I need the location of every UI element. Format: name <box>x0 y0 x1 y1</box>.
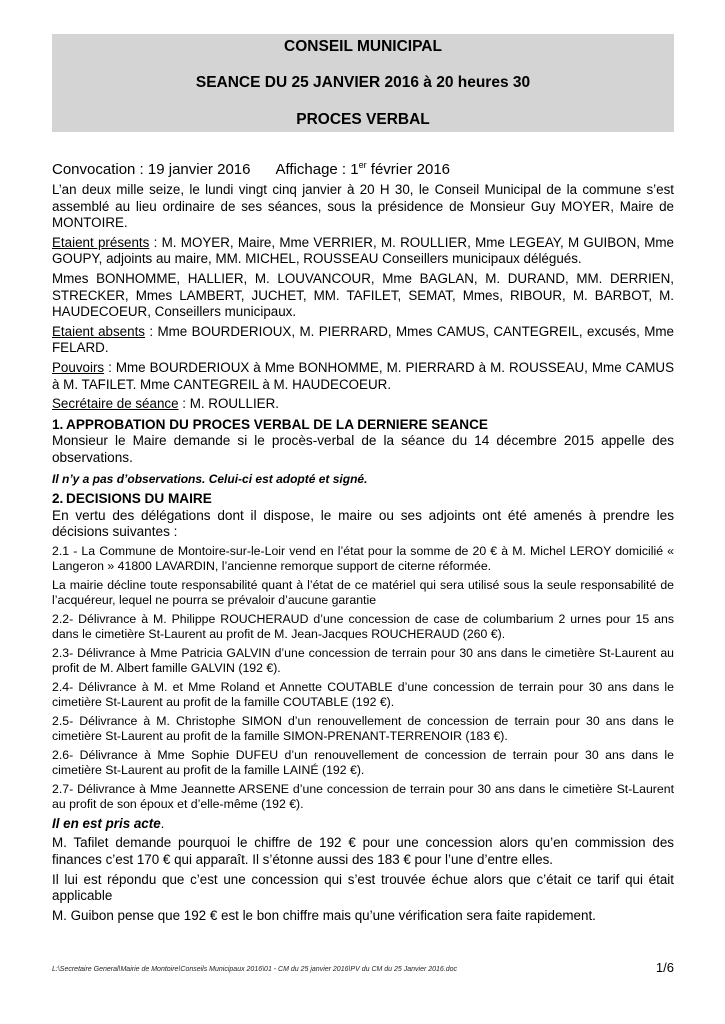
absents-paragraph: Etaient absents : Mme BOURDERIOUX, M. PIERRARD, Mmes CAMUS, CANTEGREIL, excusés, Mme FELARD. <box>52 323 674 356</box>
title-session: SEANCE DU 25 JANVIER 2016 à 20 heures 30 <box>195 74 531 91</box>
pouvoirs-paragraph: Pouvoirs : Mme BOURDERIOUX à Mme BONHOMME, M. PIERRARD à M. ROUSSEAU, Mme CAMUS à M. TAFILET. Mme CANTEGREIL à M. HAUDECOEUR. <box>52 359 674 392</box>
document-body <box>52 156 674 927</box>
discussion-paragraph: M. Guibon pense que 192 € est le bon chiffre mais qu’une vérification sera faite rapidement. <box>52 907 596 923</box>
section-1-conclusion: Il n’y a pas d’observations. Celui-ci est adopté et signé. <box>52 471 368 486</box>
pouvoirs-label: Pouvoirs <box>52 359 105 375</box>
decision-item: 2.4- Délivrance à M. et Mme Roland et Annette COUTABLE d’une concession de terrain pour 30 ans dans le cimetière St-Laurent au profit de la famille COUTABLE (192 €). <box>52 679 674 710</box>
presents-paragraph: Etaient présents : M. MOYER, Maire, Mme VERRIER, M. ROULLIER, Mme LEGEAY, M GUIBON, Mme GOUPY, adjoints au maire, MM. MICHEL, ROUSSEAU Conseillers municipaux délégués. <box>52 234 674 267</box>
presents-label: Etaient présents <box>52 234 150 250</box>
section-1-text: Monsieur le Maire demande si le procès-verbal de la séance du 14 décembre 2015 appelle des observations. <box>52 433 674 465</box>
section-1-heading: 1. APPROBATION DU PROCES VERBAL DE LA DERNIERE SEANCE <box>52 416 488 432</box>
affichage-date: Affichage : 1er février 2016 <box>275 160 451 178</box>
convocation-date: Convocation : 19 janvier 2016 <box>52 161 251 178</box>
secretaire-label: Secrétaire de séance <box>52 396 179 412</box>
file-path: L:\Secretaire General\Mairie de Montoire\Conseils Municipaux 2016\01 - CM du 25 janvier 2016\PV du CM du 25 Janvier 2016.doc <box>52 966 458 973</box>
decision-item: 2.7- Délivrance à Mme Jeannette ARSENE d’une concession de terrain pour 30 ans dans le cimetière St-Laurent au profit de son époux et d’elle-même (192 €). <box>52 781 674 812</box>
discussion-paragraph: Il lui est répondu que c’est une concession qui s’est trouvée échue alors que c’était ce tarif qui était applicable <box>52 871 674 904</box>
decision-item: 2.1 - La Commune de Montoire-sur-le-Loir vend en l’état pour la somme de 20 € à M. Michel LEROY domicilié « Langeron » 41800 LAVARDIN, l’ancienne remorque support de citerne réformée. <box>52 543 674 574</box>
presents-paragraph-2: Mmes BONHOMME, HALLIER, M. LOUVANCOUR, Mme BAGLAN, M. DURAND, MM. DERRIEN, STRECKER, Mmes LAMBERT, JUCHET, MM. TAFILET, SEMAT, Mmes, RIBOUR, M. BARBOT, M. HAUDECOEUR, Conseillers municipaux. <box>52 270 674 320</box>
discussion-paragraph: M. Tafilet demande pourquoi le chiffre de 192 € pour une concession alors qu’en commission des finances c’est 170 € qui apparaît. Il s’étonne aussi des 183 € pour l’une d’entre elles. <box>52 835 674 868</box>
section-2-intro: En vertu des délégations dont il dispose, le maire ou ses adjoints ont été amenés à prendre les décisions suivantes : <box>52 507 674 540</box>
decision-item: 2.5- Délivrance à M. Christophe SIMON d’un renouvellement de concession de terrain pour 30 ans dans le cimetière St-Laurent au profit de la famille SIMON-PRENANT-TERRENOIR (183 €). <box>52 713 674 744</box>
title-banner <box>52 34 674 132</box>
absents-label: Etaient absents <box>52 323 145 339</box>
acte-line: Il en est pris acte. <box>52 815 165 831</box>
section-2-heading: 2. DECISIONS DU MAIRE <box>52 491 212 507</box>
page-number: 1/6 <box>655 960 674 975</box>
convocation-line <box>52 156 674 179</box>
title-minutes: PROCES VERBAL <box>296 111 430 128</box>
decision-item: 2.3- Délivrance à Mme Patricia GALVIN d’une concession de terrain pour 30 ans dans le cimetière St-Laurent au profit de M. Albert famille GALVIN (192 €). <box>52 645 674 676</box>
title-council: CONSEIL MUNICIPAL <box>284 38 442 55</box>
decision-item: La mairie décline toute responsabilité quant à l’état de ce matériel qui sera utilisé sous la seule responsabilité de l’acquéreur, lequel ne pourra se prévaloir d’aucune garantie <box>52 577 674 608</box>
decision-item: 2.2- Délivrance à M. Philippe ROUCHERAUD d’une concession de case de columbarium 2 urnes pour 15 ans dans le cimetière St-Laurent au profit de M. Jean-Jacques ROUCHERAUD (260 €). <box>52 611 674 642</box>
decision-item: 2.6- Délivrance à Mme Sophie DUFEU d’un renouvellement de concession de terrain pour 30 ans dans le cimetière St-Laurent au profit de la famille LAINÉ (192 €). <box>52 747 674 778</box>
secretaire-paragraph: Secrétaire de séance : M. ROULLIER. <box>52 396 279 412</box>
intro-paragraph: L’an deux mille seize, le lundi vingt cinq janvier à 20 H 30, le Conseil Municipal de la commune s’est assemblé au lieu ordinaire de ses séances, sous la présidence de Monsieur Guy MOYER, Maire de MONTOIRE. <box>52 182 674 231</box>
